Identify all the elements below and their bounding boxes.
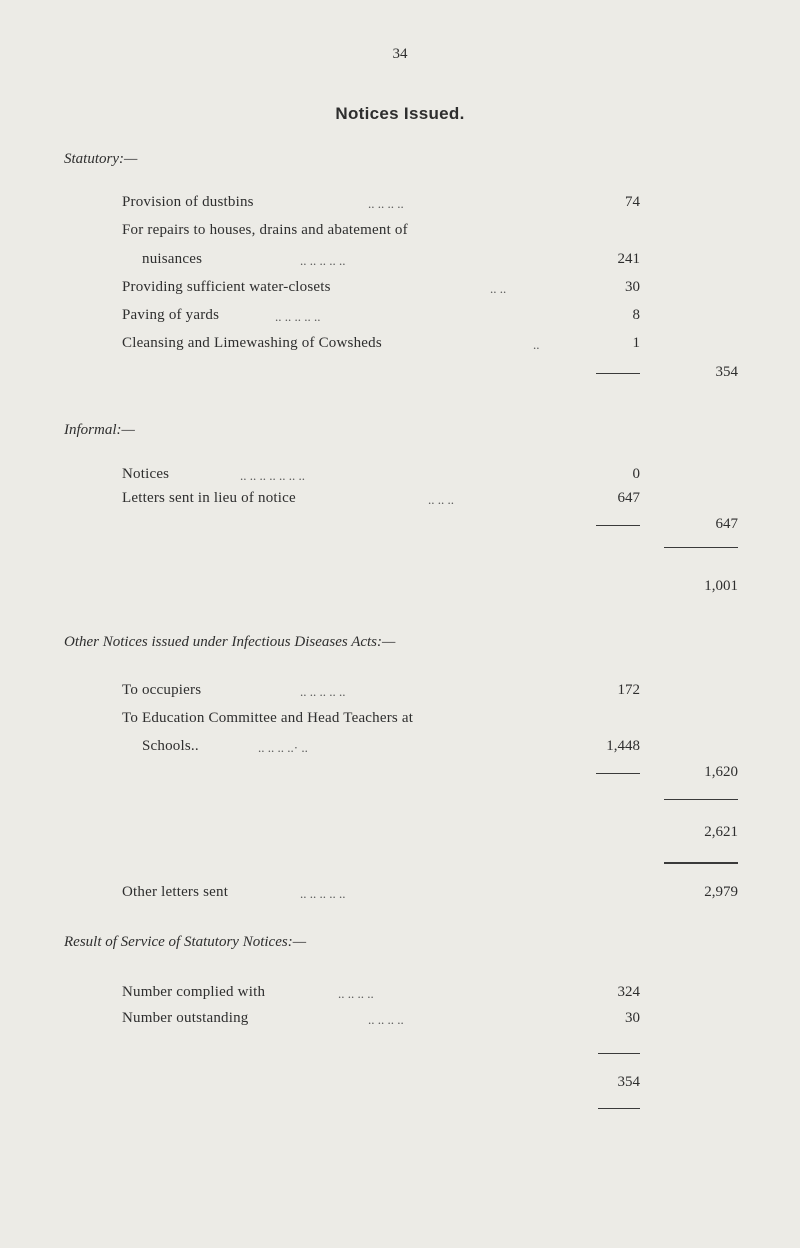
other-letters-value: 2,979 xyxy=(704,884,738,900)
subtotal-2: 2,621 xyxy=(704,824,738,840)
informal-row-value: 0 xyxy=(632,466,640,482)
leader-dots: .. .. .. ..· .. xyxy=(258,740,308,755)
sum-rule xyxy=(596,525,640,526)
leader-dots: .. .. .. .. .. xyxy=(275,309,321,324)
page-title: Notices Issued. xyxy=(335,104,465,123)
sum-rule xyxy=(598,1108,640,1109)
informal-row-label: Notices xyxy=(122,466,170,482)
page-number: 34 xyxy=(392,46,408,62)
leader-dots: .. .. .. .. .. xyxy=(300,886,346,901)
result-row-label: Number outstanding xyxy=(122,1010,249,1026)
subtotal-1: 1,001 xyxy=(704,578,738,594)
result-row-value: 324 xyxy=(617,984,640,1000)
informal-row-value: 647 xyxy=(617,490,640,506)
infectious-row-label: Schools.. xyxy=(142,738,199,754)
leader-dots: .. .. .. xyxy=(428,492,454,507)
leader-dots: .. .. .. .. .. xyxy=(300,684,346,699)
statutory-row-label: For repairs to houses, drains and abatement of xyxy=(122,222,408,238)
statutory-row-label: Cleansing and Limewashing of Cowsheds xyxy=(122,335,382,351)
statutory-row-label: nuisances xyxy=(142,251,203,267)
sum-rule xyxy=(664,547,738,548)
informal-heading: Informal:— xyxy=(64,422,135,438)
leader-dots: .. .. xyxy=(490,281,507,296)
leader-dots: .. xyxy=(533,337,540,352)
infectious-total: 1,620 xyxy=(704,764,738,780)
leader-dots: .. .. .. .. .. .. .. xyxy=(240,468,305,483)
infectious-row-value: 172 xyxy=(617,682,640,698)
sum-rule xyxy=(664,862,738,864)
infectious-row-label: To occupiers xyxy=(122,682,202,698)
sum-rule xyxy=(598,1053,640,1054)
leader-dots: .. .. .. .. xyxy=(368,1012,404,1027)
leader-dots: .. .. .. .. xyxy=(368,196,404,211)
statutory-row-value: 8 xyxy=(632,307,640,323)
leader-dots: .. .. .. .. xyxy=(338,986,374,1001)
sum-rule xyxy=(596,773,640,774)
statutory-row-label: Provision of dustbins xyxy=(122,194,254,210)
result-total: 354 xyxy=(617,1074,640,1090)
statutory-row-label: Paving of yards xyxy=(122,307,220,323)
statutory-row-value: 74 xyxy=(625,194,640,210)
result-row-value: 30 xyxy=(625,1010,640,1026)
sum-rule xyxy=(664,799,738,800)
other-letters-label: Other letters sent xyxy=(122,884,229,900)
statutory-total: 354 xyxy=(715,364,738,380)
infectious-row-label: To Education Committee and Head Teachers at xyxy=(122,710,414,726)
statutory-row-value: 241 xyxy=(617,251,640,267)
infectious-row-value: 1,448 xyxy=(606,738,640,754)
informal-row-label: Letters sent in lieu of notice xyxy=(122,490,296,506)
result-row-label: Number complied with xyxy=(122,984,266,1000)
result-heading: Result of Service of Statutory Notices:— xyxy=(64,934,307,950)
informal-total: 647 xyxy=(715,516,738,532)
statutory-row-value: 30 xyxy=(625,279,640,295)
sum-rule xyxy=(596,373,640,374)
infectious-heading: Other Notices issued under Infectious Diseases Acts:— xyxy=(64,634,396,650)
statutory-row-label: Providing sufficient water-closets xyxy=(122,279,331,295)
statutory-row-value: 1 xyxy=(632,335,640,351)
leader-dots: .. .. .. .. .. xyxy=(300,253,346,268)
statutory-heading: Statutory:— xyxy=(64,151,138,167)
